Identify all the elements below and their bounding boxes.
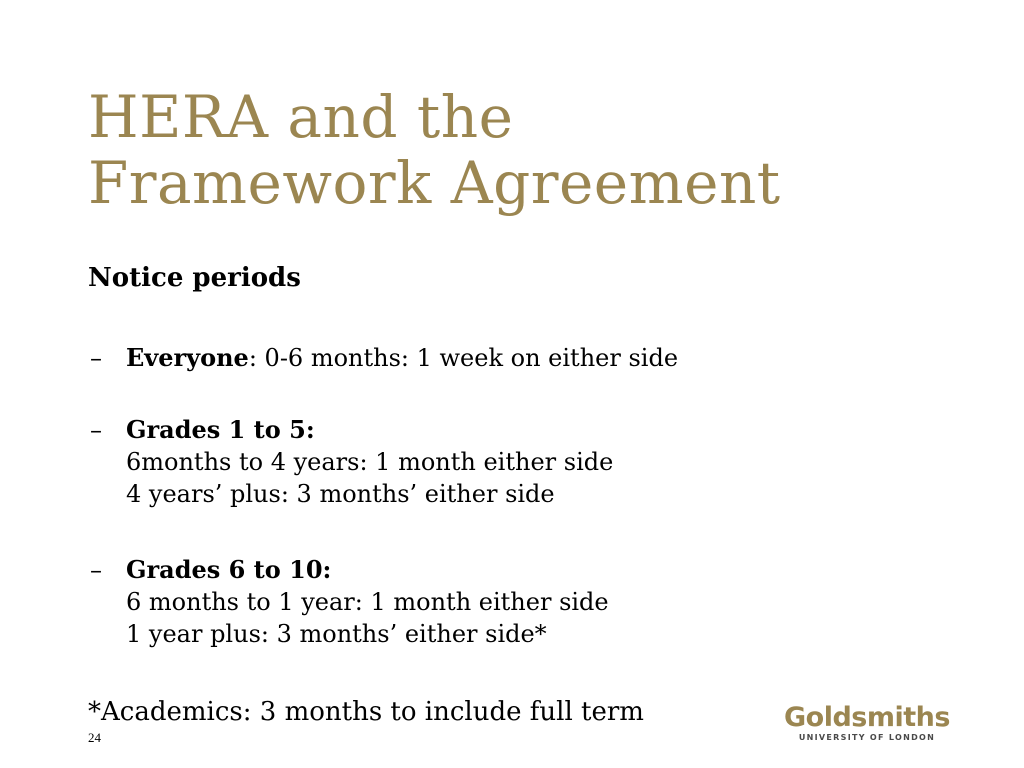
logo-subtitle: UNIVERSITY OF LONDON (798, 733, 936, 742)
list-item-body (126, 342, 908, 374)
list-item-everyone (88, 342, 908, 374)
dash-bullet: – (90, 556, 102, 584)
list-item-label: Grades 6 to 10: (126, 555, 332, 584)
dash-bullet: – (90, 344, 102, 372)
list-item-label: Grades 1 to 5: (126, 415, 315, 444)
slide-title-line-1: HERA and the (88, 83, 514, 151)
list-item-line: 6 months to 1 year: 1 month either side (126, 588, 609, 616)
list-item-grades-6-to-10 (88, 554, 908, 650)
slide-title (88, 84, 781, 216)
dash-bullet: – (90, 416, 102, 444)
slide-title-line-2: Framework Agreement (88, 149, 781, 217)
footnote: *Academics: 3 months to include full term (88, 697, 644, 727)
page-number: 24 (88, 730, 101, 745)
logo-wordmark: Goldsmiths (784, 702, 950, 733)
section-heading: Notice periods (88, 263, 301, 293)
list-item-line: 4 years’ plus: 3 months’ either side (126, 480, 555, 508)
list-item-body (126, 554, 908, 650)
list-item-body (126, 414, 908, 510)
list-item-grades-1-to-5 (88, 414, 908, 510)
goldsmiths-logo (784, 704, 950, 744)
list-item-label: Everyone (126, 343, 249, 372)
list-item-line: 6months to 4 years: 1 month either side (126, 448, 614, 476)
list-item-text: : 0-6 months: 1 week on either side (248, 344, 679, 372)
list-item-line: 1 year plus: 3 months’ either side* (126, 620, 547, 648)
